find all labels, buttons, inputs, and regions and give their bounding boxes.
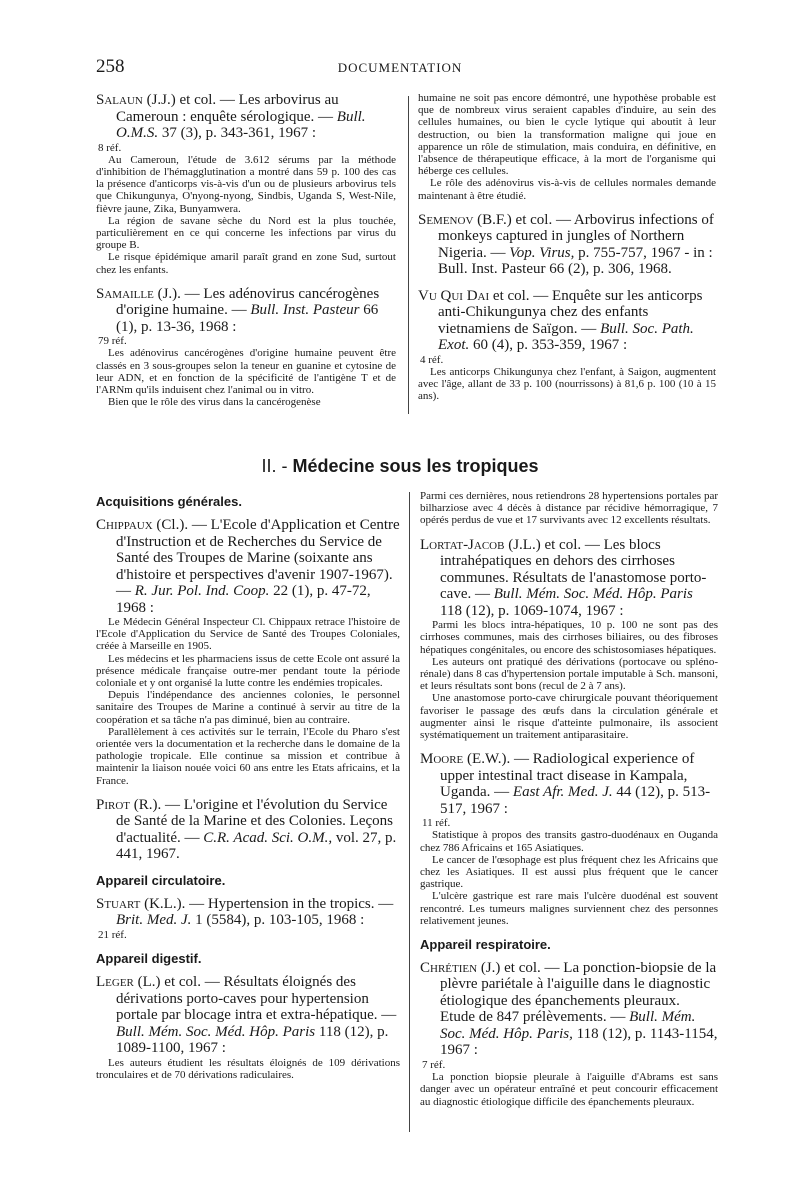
paragraph: Le rôle des adénovirus vis-à-vis de cellules normales demande maintenant à être étudié. [418,177,716,202]
entry-samaille [96,286,396,409]
paragraph: La région de savane sèche du Nord est la plus touchée, particulièrement en ce qui concerne les infections par virus du groupe B. [96,214,396,252]
journal: Bull. Mém. Soc. Méd. Hôp. Paris, [440,1009,696,1042]
paragraph: L'ulcère gastrique est rare mais l'ulcère duodénal est souvent rencontré. Les tumeurs malignes surviennent chez des personnes relativement jeunes. [420,890,718,927]
title: (J.L.) et col. — Les blocs intrahépatiques en dehors des cirrhoses communes. Résultats de l'anastomose porto-cave. — [440,536,707,603]
section-separator: - [276,456,293,476]
entry-heading [420,751,718,817]
entry-heading [418,212,716,278]
entry-abstract [96,1057,400,1081]
citation: 60 (4), p. 353-359, 1967 : [469,337,628,354]
entry-semenov [418,212,716,278]
paragraph: Bien que le rôle des virus dans la cancérogenèse [108,396,321,409]
author: Vu Qui Dai [418,287,490,304]
citation: 44 (12), p. 513-517, 1967 : [440,784,711,817]
paragraph: Depuis l'indépendance des anciennes colonies, le personnel sanitaire des Troupes de Marine a continué à servir au titre de la coopération et sa tâche n'a pas diminué, bien au contraire. [96,689,400,726]
entry-heading [96,286,396,336]
citation: vol. 27, p. 441, 1967. [116,829,397,863]
author: Leger [96,974,134,991]
page-number: 258 [96,56,125,77]
column-rule [409,492,410,1132]
entry-salaun [96,92,396,276]
title: (L.) et col. — Résultats éloignés des dérivations porto-caves pour hypertension portale par blocage intra et extra-hépatique. — [116,974,397,1024]
entry-abstract [96,929,400,941]
citation: 66 (1), p. 13-36, 1968 : [116,302,379,335]
paragraph: Au Cameroun, l'étude de 3.612 sérums par la méthode d'inhibition de l'hémagglutination a montré dans 59 p. 100 des cas la présence d'anticorps vis-à-vis d'un ou de plusieurs arbovirus tels que Chikungunya, O'nyong-nyong, Sindbis, Uganda S, West-Nile, fièvre jaune, Zika, Bunyamwera. [96,153,396,215]
entry-abstract [96,616,400,787]
entry-leger [96,974,400,1081]
paragraph: Le risque épidémique amaril paraît grand en zone Sud, surtout chez les enfants. [96,251,396,276]
title: (R.). — L'origine et l'évolution du Service de Santé de la Marine et des Colonies. Leçons d'actualité. — [116,796,394,846]
entry-stuart [96,896,400,941]
citation: 1 (5584), p. 103-105, 1968 : [191,912,365,929]
entry-abstract [420,619,718,741]
top-right-column [418,92,716,413]
paragraph: Les auteurs ont pratiqué des dérivations (portocave ou spléno-rénale) dans 8 cas d'hypertension portale imputable à Sch. mansoni, et leurs résultats sont bons (recul de 2 à 7 ans). [420,655,718,693]
author: Moore [420,751,464,768]
title: et col. — Enquête sur les anticorps anti-Chikungunya chez des enfants vietnamiens de Saïgon. — [438,287,703,337]
paragraph: Le cancer de l'œsophage est plus fréquent chez les Africains que chez les Asiatiques. Il est aussi plus fréquent que le cancer gastrique. [420,853,718,891]
ref-count: 4 réf. [420,353,444,366]
entry-moore [420,751,718,927]
subheading: Appareil digestif. [96,951,202,967]
continued-text [420,490,718,527]
paragraph: Une anastomose porto-cave chirurgicale pouvant théoriquement favoriser le passage des œufs dans la circulation générale et augmenter ainsi le risque d'atteinte pulmonaire, ils associent systématiquement un traitement antiparasitaire. [420,692,718,741]
paragraph: Parallèlement à ces activités sur le terrain, l'Ecole du Pharo s'est orientée vers la documentation et la recherche dans le domaine de la pathologie tropicale. Elle continue sa mission et contribue à maintenir la liaison nouée voici 60 ans entre les Etats africains, et la France. [96,725,400,787]
citation: 22 (1), p. 47-72, 1968 : [116,583,371,616]
bottom-right-column [420,490,718,1118]
paragraph: La ponction biopsie pleurale à l'aiguille d'Abrams est sans danger avec un opérateur entraîné et peut concourir efficacement au diagnostic étiologique difficile des épanchements pleuraux. [420,1071,718,1108]
title: (K.L.). — Hypertension in the tropics. — [140,895,394,912]
paragraph: Statistique à propos des transits gastro-duodénaux en Ouganda chez 786 Africains et 165 Asiatiques. [420,829,718,854]
entry-lortat-jacob [420,537,718,742]
journal: East Afr. Med. J. [512,784,613,801]
journal: Bull. Soc. Path. Exot. [438,320,694,354]
entry-heading [96,974,400,1057]
subheading: Appareil respiratoire. [420,936,551,952]
subheading: Acquisitions générales. [96,494,242,509]
paragraph: humaine ne soit pas encore démontré, une hypothèse probable est que de nombreux virus seraient capables d'induire, au sein des cellules humaines, ou bien le cycle lytique qui aboutit à leur destruction, ou bien la transformation maligne qui joue en apparence un rôle de stimulation, mais conduira, en définitive, en l'absence de thérapeutique efficace, à la mort de l'organisme qui héberge ces cellules. [418,92,716,178]
entry-chretien [420,960,718,1108]
paragraph: Les adénovirus cancérogènes d'origine humaine peuvent être classés en 3 sous-groupes selon la teneur en guanine et cytosine de leur ADN, et en fonction de la spécificité de l'antigène T et de l'ARNm qu'ils induisent chez l'animal ou in vitro. [96,347,396,397]
author: Semenov [418,211,474,228]
journal: Bull. Mém. Soc. Méd. Hôp. Paris [493,586,693,603]
citation: 118 (12), p. 1069-1074, 1967 : [440,602,624,619]
title: (B.F.) et col. — Arbovirus infections of monkeys captured in jungles of Northern Nigeria. — [438,211,714,261]
author: Chrétien [420,959,478,976]
journal: Brit. Med. J. [116,912,192,929]
title: (J.J.) et col. — Les arbovirus au Cameroun : enquête sérologique. — [116,92,339,125]
title: (J.) et col. — La ponction-biopsie de la plèvre pariétale à l'aiguille dans le diagnostic étiologique des épanchements pleuraux. Etude de 847 prélèvements. — [440,959,717,1026]
continued-text [418,92,716,202]
entry-abstract [96,335,396,408]
author: Pirot [96,796,131,813]
author: Stuart [96,895,141,912]
journal: R. Jur. Pol. Ind. Coop. [134,583,270,599]
section-title [0,456,800,477]
entry-vu-qui-dai [418,288,716,403]
running-head: DOCUMENTATION [337,60,463,75]
journal: Bull. O.M.S. [116,108,366,141]
journal: C.R. Acad. Sci. O.M., [203,829,333,846]
entry-heading [420,960,718,1059]
column-rule [408,96,409,414]
paragraph: Parmi ces dernières, nous retiendrons 28 hypertensions portales par bilharziose avec 4 décès à distance par récidive hémorragique, 7 opérés perdus de vue et 17 survivants avec 12 excellents résultats. [420,490,718,527]
citation: 118 (12), p. 1143-1154, 1967 : [440,1025,718,1059]
title: (Cl.). — L'Ecole d'Application et Centre d'Instruction et de Recherches du Service de Santé des Troupes de Marine (soixante ans d'histoire et perspectives d'avenir 1907-1967). — [116,517,400,599]
ref-count: 21 réf. [98,928,127,941]
bottom-left-column [96,490,400,1091]
section-number: II. [261,456,277,476]
paragraph: Les anticorps Chikungunya chez l'enfant, à Saigon, augmentent avec l'âge, allant de 33 p. 100 (nourrissons) à 81,6 p. 100 (10 à 15 ans). [418,366,716,403]
entry-abstract [418,354,716,403]
journal: Bull. Inst. Pasteur [250,302,360,319]
author: Lortat-Jacob [420,536,505,553]
citation: p. 755-757, 1967 - in : Bull. Inst. Pasteur 66 (2), p. 306, 1968. [438,244,713,278]
paragraph: Les auteurs étudient les résultats éloignés de 109 dérivations tronculaires et de 70 dérivations radiculaires. [96,1056,400,1081]
entry-heading [96,797,400,863]
entry-heading [96,896,400,929]
journal: Bull. Mém. Soc. Méd. Hôp. Paris [116,1023,316,1040]
entry-heading [420,537,718,620]
entry-abstract [96,142,396,276]
entry-abstract [420,1059,718,1108]
ref-count: 11 réf. [422,817,451,830]
author: Chippaux [96,517,153,533]
entry-heading [96,517,400,616]
entry-heading [418,288,716,354]
paragraph: Parmi les blocs intra-hépatiques, 10 p. 100 ne sont pas des cirrhoses communes, mais des cirrhoses biliaires, ou des fibroses hépatiques congénitales, ou encore des schistosomiases hépatiques. [420,619,718,656]
citation: 118 (12), p. 1089-1100, 1967 : [116,1023,389,1057]
entry-abstract [420,817,718,927]
paragraph: Le Médecin Général Inspecteur Cl. Chippaux retrace l'histoire de l'Ecole d'Application du Service de Santé des Troupes Coloniales, créée à Marseille en 1905. [96,616,400,653]
entry-chippaux [96,517,400,787]
entry-pirot [96,797,400,863]
subheading: Appareil circulatoire. [96,872,226,888]
ref-count: 7 réf. [422,1058,446,1071]
top-left-column [96,92,396,418]
citation: 37 (3), p. 343-361, 1967 : [158,125,316,141]
title: (J.). — Les adénovirus cancérogènes d'origine humaine. — [116,285,380,319]
ref-count: 79 réf. [98,335,127,348]
journal: Vop. Virus, [509,244,575,261]
ref-count: 8 réf. [98,141,122,154]
author: Salaun [96,92,143,108]
title: (E.W.). — Radiological experience of upper intestinal tract disease in Kampala, Uganda. — [440,751,695,801]
author: Samaille [96,285,154,302]
paragraph: Les médecins et les pharmaciens issus de cette Ecole ont assuré la présence médicale française outre-mer pendant toute la période coloniale et y ont organisé la lutte contre les endémies tropicales. [96,652,400,690]
section-label: Médecine sous les tropiques [292,456,539,476]
entry-heading [96,92,396,142]
